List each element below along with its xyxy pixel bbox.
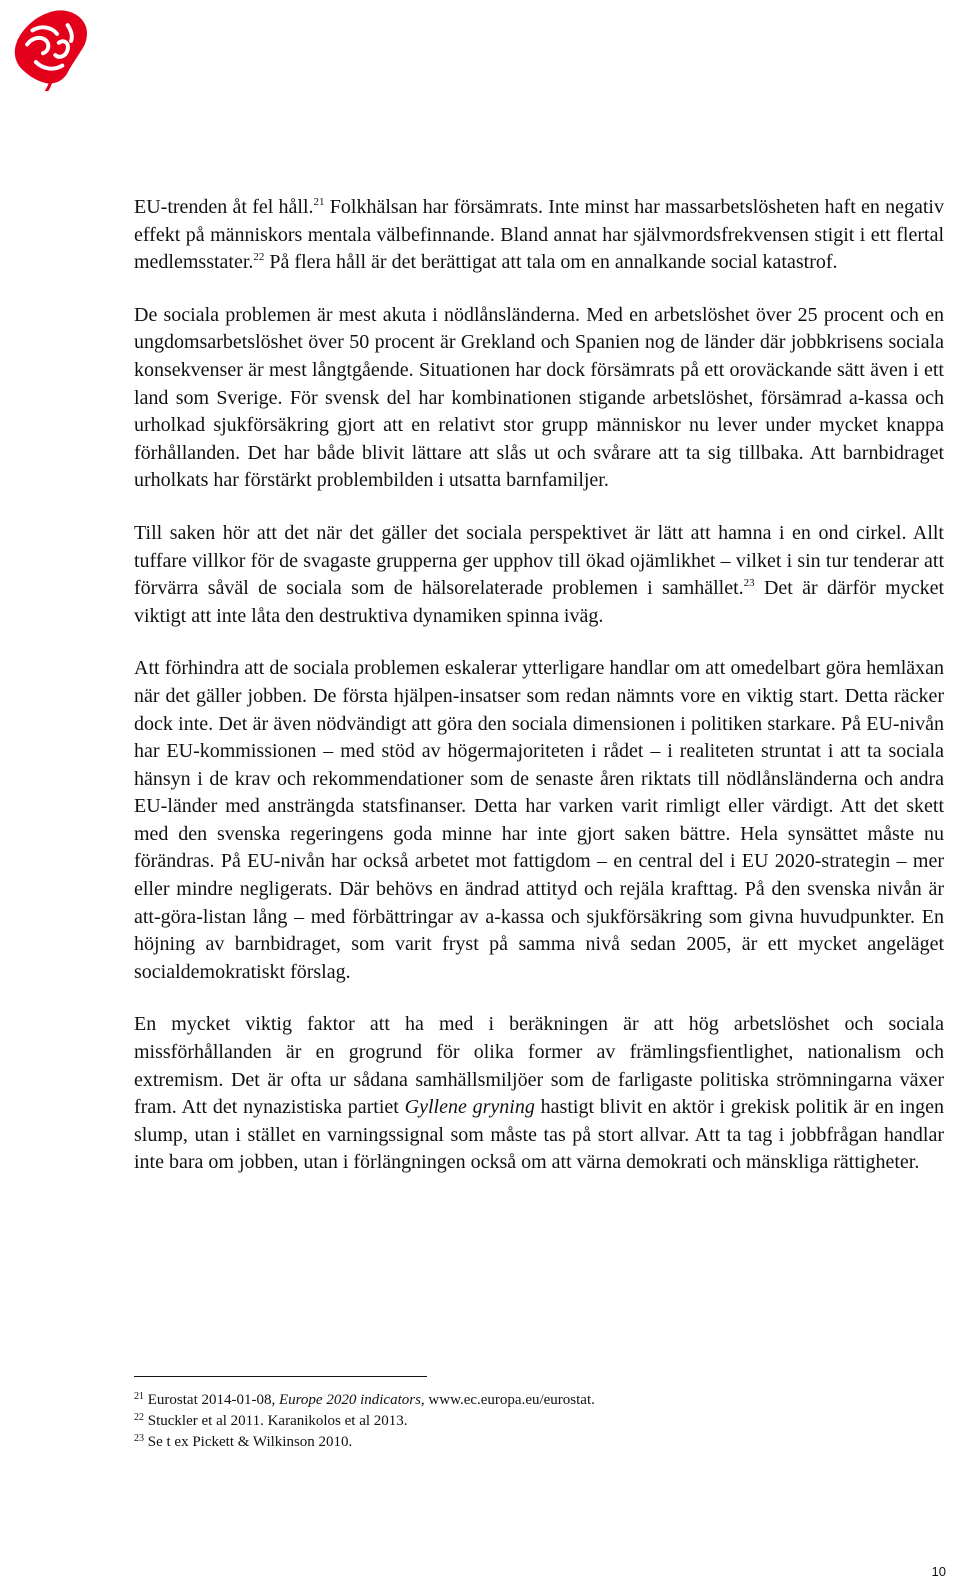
footnote-separator bbox=[134, 1376, 427, 1377]
footnote-22: $^{22}$ Stuckler et al 2011. Karanikolos et al 2013. bbox=[134, 1412, 408, 1429]
footnote-ref-21: 21 bbox=[313, 196, 325, 208]
red-rose-logo-icon bbox=[6, 4, 94, 92]
footnote-21: $^{21}$ Eurostat 2014-01-08, Europe 2020 indicators, www.ec.europa.eu/eurostat. bbox=[134, 1391, 595, 1408]
footnote-ref-22: 22 bbox=[253, 251, 265, 264]
paragraph-3: Till saken hör att det när det gäller det sociala perspektivet är lätt att hamna i en ond cirkel. Allt tuffare villkor för de svagaste grupperna ger upphov till ökad ojämlikhet – vilket i sin tur tenderar att förvärra såväl de sociala som de hälsorelaterade problemen i samhället.$^{23}$ Det är därför mycket viktigt att inte låta den destruktiva dynamiken spinna iväg. bbox=[134, 521, 945, 627]
main-text bbox=[134, 194, 944, 1202]
party-name-italic: Gyllene gryning bbox=[404, 1096, 535, 1119]
footnote-ref-23: 23 bbox=[743, 577, 755, 590]
page-number: 10 bbox=[931, 1564, 946, 1579]
paragraph-1: EU-trenden åt fel håll.$^{21}$ Folkhälsan har försämrats. Inte minst har massarbetslösheten haft en negativ effekt på människors mentala välbefinnande. Bland annat har självmordsfrekvensen stigit i ett flertal medlemsstater.$^{22}$ På flera håll är det berättigat att tala om en annalkande social katastrof. bbox=[134, 196, 944, 274]
paragraph-5: En mycket viktig faktor att ha med i beräkningen är att hög arbetslöshet och sociala missförhållanden är en grogrund för olika former av främlingsfientlighet, nationalism och extremism. Det är ofta ur sådana samhällsmiljöer som de farligaste politiska strömningarna växer fram. Att det nynazistiska partiet Gyllene gryning hastigt blivit en aktör i grekisk politik är en ingen slump, utan i stället en varningssignal som måste tas på stort allvar. Att ta tag i jobbfrågan handlar inte bara om jobben, utan i förlängningen också om att värna demokrati och mänskliga rättigheter. bbox=[134, 1013, 944, 1174]
footnotes bbox=[134, 1390, 944, 1453]
paragraph-4: Att förhindra att de sociala problemen eskalerar ytterligare handlar om att omedelbart göra hemläxan när det gäller jobben. De första hjälpen-insatser som redan nämnts vore en viktig start. Detta räcker dock inte. Det är även nödvändigt att göra den sociala dimensionen i politiken starkare. På EU-nivån har EU-kommissionen – med stöd av högermajoriteten i rådet – i realiteten struntat i att ta sociala hänsyn i de krav och rekommendationer som de senaste åren riktats till nödlånsländerna och andra EU-länder med ansträngda statsfinanser. Detta har varken varit rimligt eller värdigt. Att det skett med den svenska regeringens goda minne har inte gjort saken bättre. Hela synsättet måste nu förändras. På EU-nivån har också arbetet mot fattigdom – en central del i EU 2020-strategin – mer eller mindre negligerats. Där behövs en ändrad attityd och rejäla krafttag. På den svenska nivån är att-göra-listan lång – med förbättringar av a-kassa och sjukförsäkring som givna huvudpunkter. En höjning av barnbidraget, som varit fryst på samma nivå sedan 2005, är ett mycket angeläget socialdemokratiskt förslag. bbox=[134, 657, 944, 983]
paragraph-2: De sociala problemen är mest akuta i nödlånsländerna. Med en arbetslöshet över 25 procent och en ungdomsarbetslöshet över 50 procent är Grekland och Spanien nog de länder där jobbkrisens sociala konsekvenser är mest långtgående. Situationen har dock försämrats på ett oroväckande sätt även i ett land som Sverige. För svensk del har kombinationen stigande arbetslöshet, försämrad a-kassa och urholkad sjukförsäkring gjort att en relativt stor grupp människor nu lever under mycket knappa förhållanden. Det har både blivit lättare att slås ut och svårare att ta sig tillbaka. Att barnbidraget urholkats har förstärkt problembilden i utsatta barnfamiljer. bbox=[134, 303, 944, 492]
footnote-23: $^{23}$ Se t ex Pickett & Wilkinson 2010. bbox=[134, 1433, 353, 1450]
